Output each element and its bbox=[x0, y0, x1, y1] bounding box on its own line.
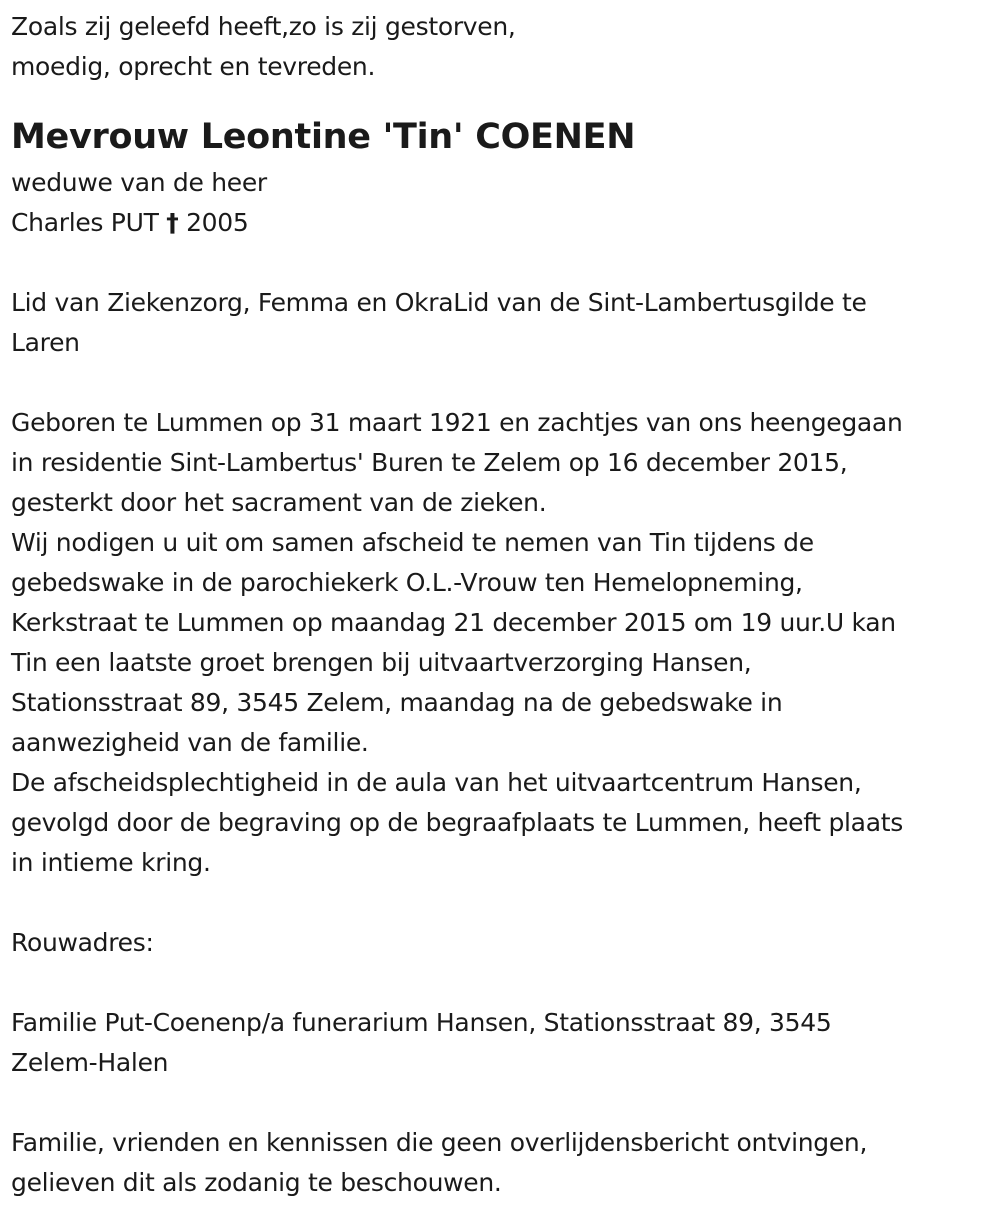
motto-line: Zoals zij geleefd heeft,zo is zij gestorven, bbox=[11, 12, 516, 41]
motto bbox=[11, 7, 991, 87]
mourning-address-line: Familie Put-Coenenp/a funerarium Hansen, Stationsstraat 89, 3545 bbox=[11, 1008, 832, 1037]
announcement-line: Tin een laatste groet brengen bij uitvaartverzorging Hansen, bbox=[11, 648, 752, 677]
announcement-line: Wij nodigen u uit om samen afscheid te nemen van Tin tijdens de bbox=[11, 528, 814, 557]
spouse-year: 2005 bbox=[186, 208, 249, 237]
announcement-line: gebedswake in de parochiekerk O.L.-Vrouw ten Hemelopneming, bbox=[11, 568, 803, 597]
death-notice bbox=[11, 7, 991, 1203]
announcement-line: De afscheidsplechtigheid in de aula van het uitvaartcentrum Hansen, bbox=[11, 768, 862, 797]
memberships bbox=[11, 283, 991, 363]
mourning-address bbox=[11, 1003, 991, 1083]
announcement-line: Kerkstraat te Lummen op maandag 21 december 2015 om 19 uur.U kan bbox=[11, 608, 896, 637]
announcement-line: aanwezigheid van de familie. bbox=[11, 728, 369, 757]
announcement-line: in intieme kring. bbox=[11, 848, 211, 877]
spouse-name: Charles PUT bbox=[11, 208, 159, 237]
mourning-address-label: Rouwadres: bbox=[11, 928, 154, 957]
announcement-line: Geboren te Lummen op 31 maart 1921 en zachtjes van ons heengegaan bbox=[11, 408, 903, 437]
closing-note bbox=[11, 1123, 991, 1203]
announcement bbox=[11, 403, 991, 883]
spouse-line bbox=[11, 203, 991, 243]
closing-line: gelieven dit als zodanig te beschouwen. bbox=[11, 1168, 502, 1197]
announcement-line: gesterkt door het sacrament van de zieken. bbox=[11, 488, 547, 517]
mourning-address-line: Zelem-Halen bbox=[11, 1048, 169, 1077]
relation-text: weduwe van de heer bbox=[11, 168, 267, 197]
announcement-line: gevolgd door de begraving op de begraafplaats te Lummen, heeft plaats bbox=[11, 808, 903, 837]
cross-icon: † bbox=[166, 208, 179, 237]
closing-line: Familie, vrienden en kennissen die geen overlijdensbericht ontvingen, bbox=[11, 1128, 868, 1157]
membership-line: Lid van Ziekenzorg, Femma en OkraLid van de Sint-Lambertusgilde te bbox=[11, 288, 867, 317]
announcement-line: in residentie Sint-Lambertus' Buren te Zelem op 16 december 2015, bbox=[11, 448, 848, 477]
announcement-line: Stationsstraat 89, 3545 Zelem, maandag na de gebedswake in bbox=[11, 688, 783, 717]
deceased-name: Mevrouw Leontine 'Tin' COENEN bbox=[11, 117, 636, 157]
membership-line: Laren bbox=[11, 328, 80, 357]
motto-line: moedig, oprecht en tevreden. bbox=[11, 52, 376, 81]
